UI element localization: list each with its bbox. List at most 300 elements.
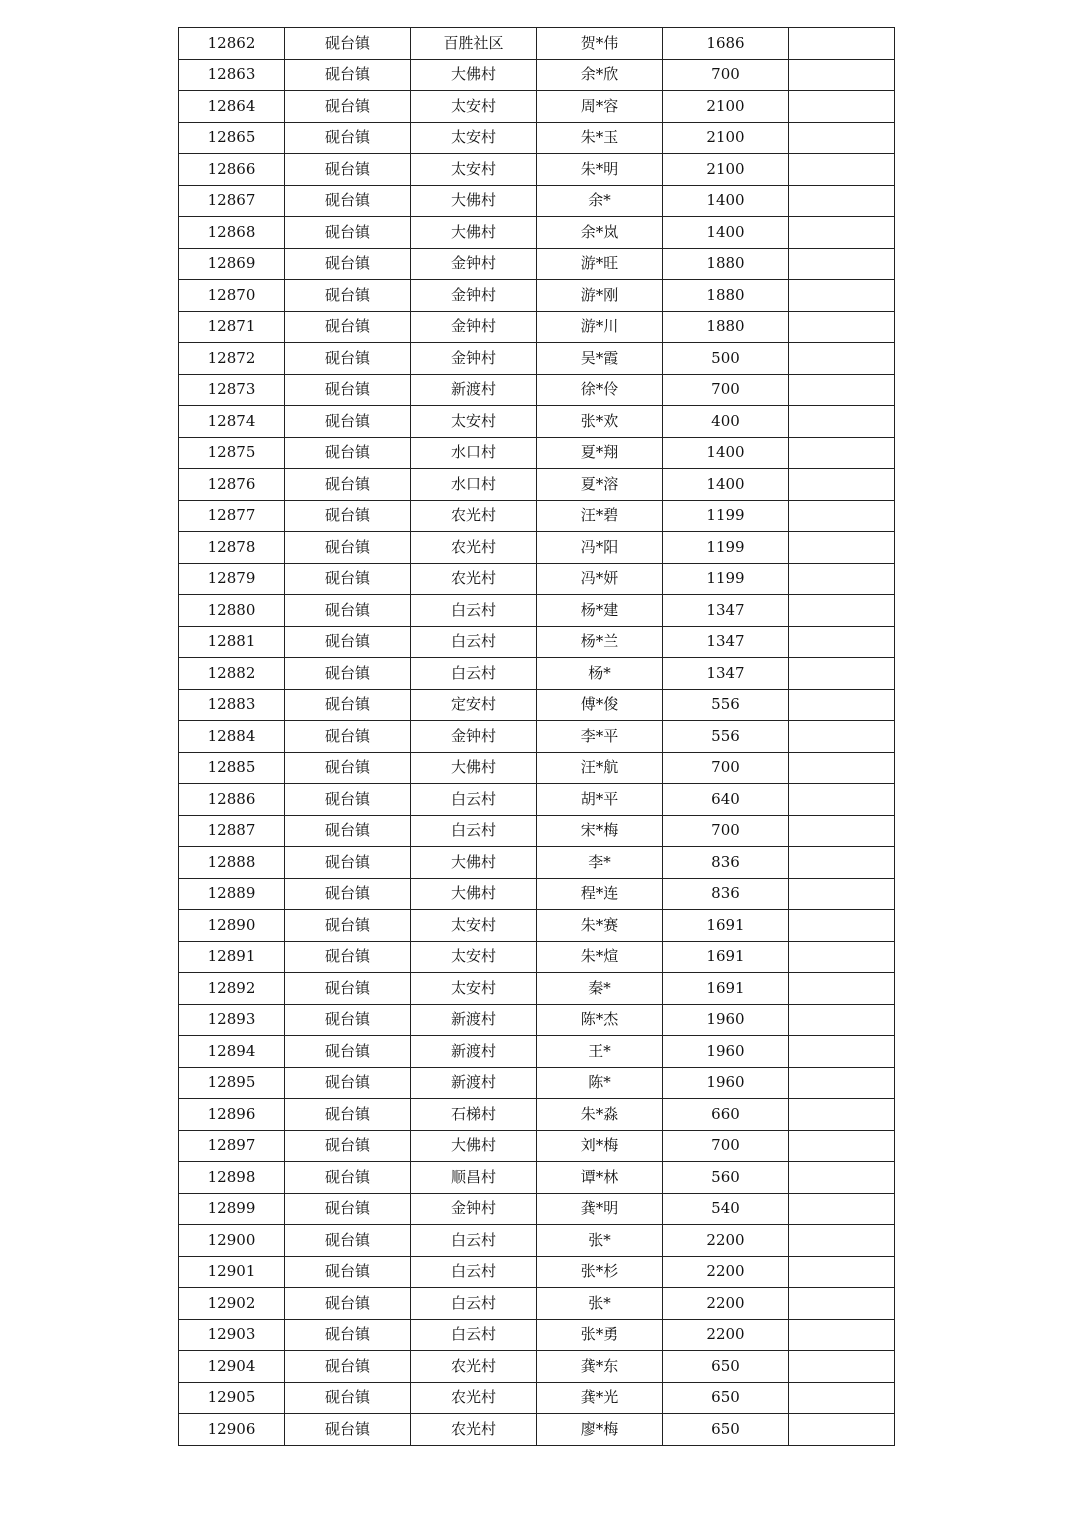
name-cell: 傅*俊 xyxy=(537,689,663,721)
table-row xyxy=(179,185,895,217)
row-id-cell: 12885 xyxy=(179,752,285,784)
village-cell: 农光村 xyxy=(411,563,537,595)
town-cell: 砚台镇 xyxy=(285,626,411,658)
row-id-cell: 12901 xyxy=(179,1256,285,1288)
town-cell: 砚台镇 xyxy=(285,28,411,60)
note-cell xyxy=(789,185,895,217)
village-cell: 金钟村 xyxy=(411,280,537,312)
table-row xyxy=(179,500,895,532)
name-cell: 余*岚 xyxy=(537,217,663,249)
table-row xyxy=(179,91,895,123)
note-cell xyxy=(789,1225,895,1257)
row-id-cell: 12898 xyxy=(179,1162,285,1194)
name-cell: 刘*梅 xyxy=(537,1130,663,1162)
table-row xyxy=(179,1382,895,1414)
town-cell: 砚台镇 xyxy=(285,280,411,312)
village-cell: 白云村 xyxy=(411,1319,537,1351)
amount-cell: 700 xyxy=(663,1130,789,1162)
note-cell xyxy=(789,1256,895,1288)
name-cell: 朱*玉 xyxy=(537,122,663,154)
note-cell xyxy=(789,406,895,438)
row-id-cell: 12884 xyxy=(179,721,285,753)
amount-cell: 1880 xyxy=(663,248,789,280)
amount-cell: 1400 xyxy=(663,185,789,217)
row-id-cell: 12866 xyxy=(179,154,285,186)
row-id-cell: 12897 xyxy=(179,1130,285,1162)
row-id-cell: 12875 xyxy=(179,437,285,469)
note-cell xyxy=(789,815,895,847)
table-row xyxy=(179,59,895,91)
row-id-cell: 12903 xyxy=(179,1319,285,1351)
table-row xyxy=(179,280,895,312)
amount-cell: 1691 xyxy=(663,941,789,973)
name-cell: 贺*伟 xyxy=(537,28,663,60)
amount-cell: 650 xyxy=(663,1414,789,1446)
note-cell xyxy=(789,469,895,501)
name-cell: 朱*明 xyxy=(537,154,663,186)
table-row xyxy=(179,1225,895,1257)
village-cell: 金钟村 xyxy=(411,311,537,343)
table-row xyxy=(179,1351,895,1383)
amount-cell: 700 xyxy=(663,374,789,406)
note-cell xyxy=(789,1288,895,1320)
village-cell: 白云村 xyxy=(411,595,537,627)
amount-cell: 1880 xyxy=(663,311,789,343)
row-id-cell: 12864 xyxy=(179,91,285,123)
amount-cell: 1347 xyxy=(663,626,789,658)
table-row xyxy=(179,28,895,60)
town-cell: 砚台镇 xyxy=(285,847,411,879)
village-cell: 太安村 xyxy=(411,973,537,1005)
village-cell: 大佛村 xyxy=(411,217,537,249)
amount-cell: 836 xyxy=(663,847,789,879)
amount-cell: 2200 xyxy=(663,1256,789,1288)
table-row xyxy=(179,1004,895,1036)
row-id-cell: 12870 xyxy=(179,280,285,312)
note-cell xyxy=(789,1004,895,1036)
town-cell: 砚台镇 xyxy=(285,248,411,280)
amount-cell: 560 xyxy=(663,1162,789,1194)
note-cell xyxy=(789,563,895,595)
row-id-cell: 12891 xyxy=(179,941,285,973)
row-id-cell: 12905 xyxy=(179,1382,285,1414)
amount-cell: 700 xyxy=(663,59,789,91)
note-cell xyxy=(789,374,895,406)
amount-cell: 1347 xyxy=(663,658,789,690)
village-cell: 农光村 xyxy=(411,1351,537,1383)
row-id-cell: 12876 xyxy=(179,469,285,501)
row-id-cell: 12890 xyxy=(179,910,285,942)
row-id-cell: 12902 xyxy=(179,1288,285,1320)
table-row xyxy=(179,910,895,942)
table-row xyxy=(179,248,895,280)
note-cell xyxy=(789,1162,895,1194)
table-row xyxy=(179,878,895,910)
name-cell: 陈* xyxy=(537,1067,663,1099)
village-cell: 大佛村 xyxy=(411,1130,537,1162)
table-row xyxy=(179,1099,895,1131)
table-row xyxy=(179,1130,895,1162)
table-row xyxy=(179,1193,895,1225)
name-cell: 龚*东 xyxy=(537,1351,663,1383)
town-cell: 砚台镇 xyxy=(285,1414,411,1446)
note-cell xyxy=(789,878,895,910)
village-cell: 新渡村 xyxy=(411,1067,537,1099)
village-cell: 大佛村 xyxy=(411,752,537,784)
table-row xyxy=(179,122,895,154)
name-cell: 李* xyxy=(537,847,663,879)
table-row xyxy=(179,563,895,595)
name-cell: 汪*碧 xyxy=(537,500,663,532)
town-cell: 砚台镇 xyxy=(285,878,411,910)
amount-cell: 660 xyxy=(663,1099,789,1131)
row-id-cell: 12883 xyxy=(179,689,285,721)
amount-cell: 1880 xyxy=(663,280,789,312)
name-cell: 张* xyxy=(537,1225,663,1257)
note-cell xyxy=(789,752,895,784)
amount-cell: 556 xyxy=(663,689,789,721)
amount-cell: 1960 xyxy=(663,1036,789,1068)
amount-cell: 1400 xyxy=(663,217,789,249)
village-cell: 新渡村 xyxy=(411,374,537,406)
name-cell: 吴*霞 xyxy=(537,343,663,375)
row-id-cell: 12894 xyxy=(179,1036,285,1068)
village-cell: 农光村 xyxy=(411,1414,537,1446)
table-row xyxy=(179,1319,895,1351)
table-row xyxy=(179,815,895,847)
name-cell: 杨* xyxy=(537,658,663,690)
village-cell: 农光村 xyxy=(411,1382,537,1414)
amount-cell: 1199 xyxy=(663,532,789,564)
town-cell: 砚台镇 xyxy=(285,1067,411,1099)
village-cell: 太安村 xyxy=(411,910,537,942)
note-cell xyxy=(789,973,895,1005)
name-cell: 冯*阳 xyxy=(537,532,663,564)
row-id-cell: 12904 xyxy=(179,1351,285,1383)
row-id-cell: 12893 xyxy=(179,1004,285,1036)
amount-cell: 700 xyxy=(663,815,789,847)
name-cell: 张*勇 xyxy=(537,1319,663,1351)
row-id-cell: 12886 xyxy=(179,784,285,816)
note-cell xyxy=(789,658,895,690)
table-row xyxy=(179,752,895,784)
village-cell: 太安村 xyxy=(411,122,537,154)
amount-cell: 650 xyxy=(663,1351,789,1383)
table-body xyxy=(179,28,895,1446)
amount-cell: 836 xyxy=(663,878,789,910)
row-id-cell: 12888 xyxy=(179,847,285,879)
town-cell: 砚台镇 xyxy=(285,689,411,721)
note-cell xyxy=(789,532,895,564)
village-cell: 定安村 xyxy=(411,689,537,721)
row-id-cell: 12877 xyxy=(179,500,285,532)
amount-cell: 1960 xyxy=(663,1067,789,1099)
amount-cell: 400 xyxy=(663,406,789,438)
row-id-cell: 12873 xyxy=(179,374,285,406)
town-cell: 砚台镇 xyxy=(285,343,411,375)
row-id-cell: 12892 xyxy=(179,973,285,1005)
name-cell: 游*刚 xyxy=(537,280,663,312)
village-cell: 白云村 xyxy=(411,1256,537,1288)
row-id-cell: 12879 xyxy=(179,563,285,595)
table-row xyxy=(179,1288,895,1320)
name-cell: 夏*溶 xyxy=(537,469,663,501)
town-cell: 砚台镇 xyxy=(285,59,411,91)
note-cell xyxy=(789,626,895,658)
town-cell: 砚台镇 xyxy=(285,1382,411,1414)
table-row xyxy=(179,847,895,879)
note-cell xyxy=(789,437,895,469)
row-id-cell: 12896 xyxy=(179,1099,285,1131)
name-cell: 陈*杰 xyxy=(537,1004,663,1036)
amount-cell: 1199 xyxy=(663,500,789,532)
town-cell: 砚台镇 xyxy=(285,910,411,942)
town-cell: 砚台镇 xyxy=(285,469,411,501)
data-table xyxy=(178,27,895,1446)
town-cell: 砚台镇 xyxy=(285,1288,411,1320)
village-cell: 太安村 xyxy=(411,91,537,123)
table-row xyxy=(179,689,895,721)
row-id-cell: 12880 xyxy=(179,595,285,627)
note-cell xyxy=(789,280,895,312)
name-cell: 徐*伶 xyxy=(537,374,663,406)
note-cell xyxy=(789,941,895,973)
table-row xyxy=(179,437,895,469)
town-cell: 砚台镇 xyxy=(285,1162,411,1194)
row-id-cell: 12869 xyxy=(179,248,285,280)
note-cell xyxy=(789,217,895,249)
note-cell xyxy=(789,1414,895,1446)
row-id-cell: 12867 xyxy=(179,185,285,217)
row-id-cell: 12862 xyxy=(179,28,285,60)
town-cell: 砚台镇 xyxy=(285,91,411,123)
town-cell: 砚台镇 xyxy=(285,1193,411,1225)
table-row xyxy=(179,595,895,627)
name-cell: 谭*林 xyxy=(537,1162,663,1194)
amount-cell: 556 xyxy=(663,721,789,753)
village-cell: 金钟村 xyxy=(411,343,537,375)
row-id-cell: 12874 xyxy=(179,406,285,438)
row-id-cell: 12865 xyxy=(179,122,285,154)
village-cell: 农光村 xyxy=(411,500,537,532)
town-cell: 砚台镇 xyxy=(285,1351,411,1383)
amount-cell: 1400 xyxy=(663,437,789,469)
name-cell: 冯*妍 xyxy=(537,563,663,595)
amount-cell: 2100 xyxy=(663,91,789,123)
town-cell: 砚台镇 xyxy=(285,406,411,438)
table-row xyxy=(179,721,895,753)
village-cell: 新渡村 xyxy=(411,1004,537,1036)
note-cell xyxy=(789,59,895,91)
amount-cell: 500 xyxy=(663,343,789,375)
amount-cell: 1199 xyxy=(663,563,789,595)
name-cell: 胡*平 xyxy=(537,784,663,816)
town-cell: 砚台镇 xyxy=(285,815,411,847)
town-cell: 砚台镇 xyxy=(285,658,411,690)
note-cell xyxy=(789,1351,895,1383)
town-cell: 砚台镇 xyxy=(285,595,411,627)
amount-cell: 2100 xyxy=(663,122,789,154)
amount-cell: 640 xyxy=(663,784,789,816)
name-cell: 朱*赛 xyxy=(537,910,663,942)
note-cell xyxy=(789,784,895,816)
amount-cell: 2200 xyxy=(663,1225,789,1257)
village-cell: 太安村 xyxy=(411,406,537,438)
village-cell: 顺昌村 xyxy=(411,1162,537,1194)
name-cell: 龚*光 xyxy=(537,1382,663,1414)
amount-cell: 1347 xyxy=(663,595,789,627)
note-cell xyxy=(789,1193,895,1225)
town-cell: 砚台镇 xyxy=(285,154,411,186)
town-cell: 砚台镇 xyxy=(285,1036,411,1068)
note-cell xyxy=(789,847,895,879)
town-cell: 砚台镇 xyxy=(285,185,411,217)
amount-cell: 1686 xyxy=(663,28,789,60)
table-row xyxy=(179,1256,895,1288)
name-cell: 杨*建 xyxy=(537,595,663,627)
name-cell: 朱*煊 xyxy=(537,941,663,973)
town-cell: 砚台镇 xyxy=(285,500,411,532)
town-cell: 砚台镇 xyxy=(285,1256,411,1288)
row-id-cell: 12887 xyxy=(179,815,285,847)
table-row xyxy=(179,406,895,438)
town-cell: 砚台镇 xyxy=(285,374,411,406)
village-cell: 白云村 xyxy=(411,815,537,847)
town-cell: 砚台镇 xyxy=(285,1225,411,1257)
village-cell: 石梯村 xyxy=(411,1099,537,1131)
note-cell xyxy=(789,721,895,753)
village-cell: 新渡村 xyxy=(411,1036,537,1068)
name-cell: 游*旺 xyxy=(537,248,663,280)
note-cell xyxy=(789,910,895,942)
table-row xyxy=(179,343,895,375)
table-row xyxy=(179,374,895,406)
town-cell: 砚台镇 xyxy=(285,1130,411,1162)
table-row xyxy=(179,784,895,816)
village-cell: 白云村 xyxy=(411,784,537,816)
amount-cell: 1691 xyxy=(663,973,789,1005)
row-id-cell: 12895 xyxy=(179,1067,285,1099)
amount-cell: 2200 xyxy=(663,1288,789,1320)
name-cell: 张*杉 xyxy=(537,1256,663,1288)
row-id-cell: 12871 xyxy=(179,311,285,343)
amount-cell: 1960 xyxy=(663,1004,789,1036)
name-cell: 汪*航 xyxy=(537,752,663,784)
village-cell: 太安村 xyxy=(411,154,537,186)
town-cell: 砚台镇 xyxy=(285,437,411,469)
amount-cell: 1691 xyxy=(663,910,789,942)
name-cell: 廖*梅 xyxy=(537,1414,663,1446)
note-cell xyxy=(789,343,895,375)
name-cell: 余* xyxy=(537,185,663,217)
village-cell: 大佛村 xyxy=(411,185,537,217)
row-id-cell: 12882 xyxy=(179,658,285,690)
note-cell xyxy=(789,1099,895,1131)
amount-cell: 700 xyxy=(663,752,789,784)
name-cell: 龚*明 xyxy=(537,1193,663,1225)
note-cell xyxy=(789,1382,895,1414)
name-cell: 周*容 xyxy=(537,91,663,123)
table-row xyxy=(179,154,895,186)
town-cell: 砚台镇 xyxy=(285,1004,411,1036)
table-row xyxy=(179,941,895,973)
row-id-cell: 12878 xyxy=(179,532,285,564)
town-cell: 砚台镇 xyxy=(285,563,411,595)
name-cell: 朱*淼 xyxy=(537,1099,663,1131)
town-cell: 砚台镇 xyxy=(285,217,411,249)
row-id-cell: 12900 xyxy=(179,1225,285,1257)
row-id-cell: 12889 xyxy=(179,878,285,910)
note-cell xyxy=(789,28,895,60)
name-cell: 张* xyxy=(537,1288,663,1320)
town-cell: 砚台镇 xyxy=(285,1099,411,1131)
amount-cell: 2200 xyxy=(663,1319,789,1351)
table-row xyxy=(179,217,895,249)
town-cell: 砚台镇 xyxy=(285,973,411,1005)
note-cell xyxy=(789,689,895,721)
note-cell xyxy=(789,1319,895,1351)
village-cell: 白云村 xyxy=(411,1288,537,1320)
name-cell: 余*欣 xyxy=(537,59,663,91)
town-cell: 砚台镇 xyxy=(285,752,411,784)
village-cell: 农光村 xyxy=(411,532,537,564)
note-cell xyxy=(789,1036,895,1068)
name-cell: 游*川 xyxy=(537,311,663,343)
town-cell: 砚台镇 xyxy=(285,721,411,753)
village-cell: 金钟村 xyxy=(411,1193,537,1225)
name-cell: 杨*兰 xyxy=(537,626,663,658)
table-row xyxy=(179,469,895,501)
row-id-cell: 12881 xyxy=(179,626,285,658)
town-cell: 砚台镇 xyxy=(285,122,411,154)
town-cell: 砚台镇 xyxy=(285,784,411,816)
village-cell: 百胜社区 xyxy=(411,28,537,60)
village-cell: 金钟村 xyxy=(411,721,537,753)
note-cell xyxy=(789,500,895,532)
table-row xyxy=(179,311,895,343)
village-cell: 大佛村 xyxy=(411,59,537,91)
name-cell: 夏*翔 xyxy=(537,437,663,469)
table-row xyxy=(179,1036,895,1068)
village-cell: 白云村 xyxy=(411,658,537,690)
name-cell: 秦* xyxy=(537,973,663,1005)
table-row xyxy=(179,1162,895,1194)
village-cell: 大佛村 xyxy=(411,878,537,910)
row-id-cell: 12872 xyxy=(179,343,285,375)
amount-cell: 2100 xyxy=(663,154,789,186)
table-row xyxy=(179,973,895,1005)
village-cell: 水口村 xyxy=(411,469,537,501)
name-cell: 李*平 xyxy=(537,721,663,753)
town-cell: 砚台镇 xyxy=(285,941,411,973)
note-cell xyxy=(789,1067,895,1099)
village-cell: 水口村 xyxy=(411,437,537,469)
amount-cell: 650 xyxy=(663,1382,789,1414)
amount-cell: 1400 xyxy=(663,469,789,501)
amount-cell: 540 xyxy=(663,1193,789,1225)
note-cell xyxy=(789,154,895,186)
village-cell: 太安村 xyxy=(411,941,537,973)
village-cell: 大佛村 xyxy=(411,847,537,879)
town-cell: 砚台镇 xyxy=(285,532,411,564)
row-id-cell: 12863 xyxy=(179,59,285,91)
table-row xyxy=(179,532,895,564)
town-cell: 砚台镇 xyxy=(285,1319,411,1351)
table-row xyxy=(179,626,895,658)
village-cell: 金钟村 xyxy=(411,248,537,280)
note-cell xyxy=(789,1130,895,1162)
name-cell: 程*连 xyxy=(537,878,663,910)
